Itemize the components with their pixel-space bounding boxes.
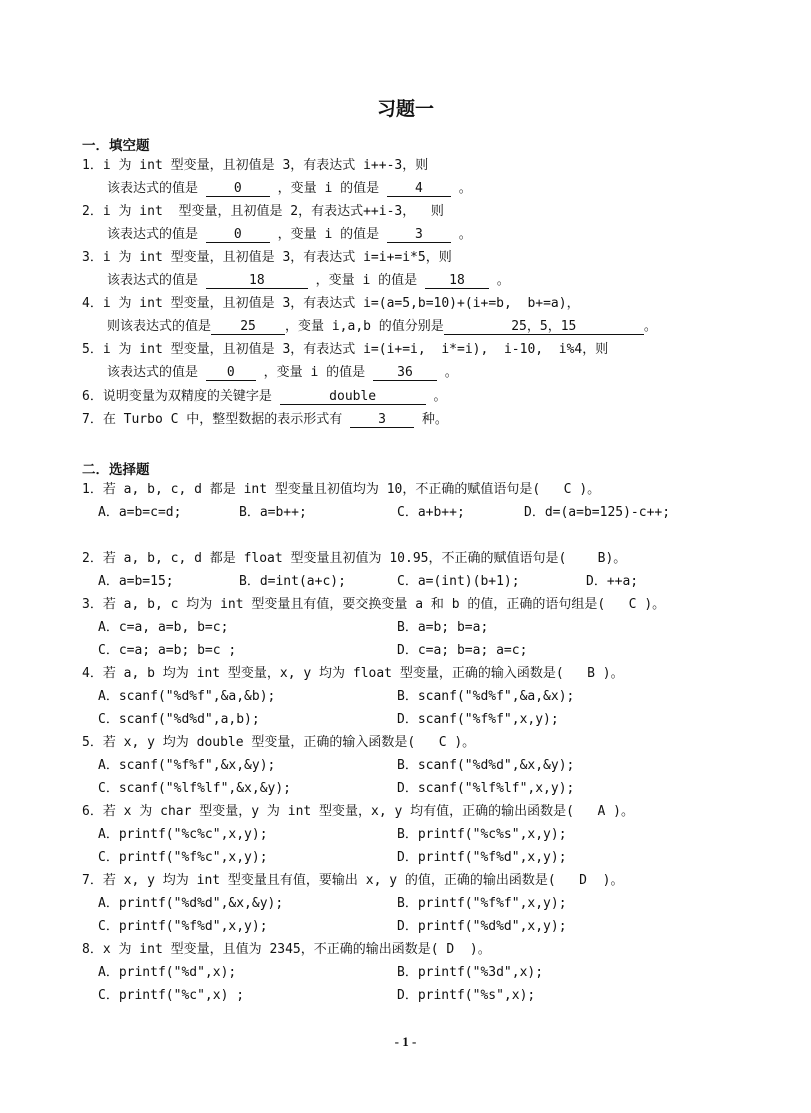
page-title: 习题一	[376, 98, 434, 120]
choice-q3-option-d: D．c=a; b=a; a=c;	[397, 643, 528, 658]
choice-q8-stem: 8．x 为 int 型变量，且值为 2345，不正确的输出函数是( D )。	[82, 942, 491, 957]
choice-q6-option-c: C．printf("%f%c",x,y);	[98, 850, 268, 865]
answer-blank: 25	[211, 320, 285, 335]
choice-q6-stem: 6．若 x 为 char 型变量，y 为 int 型变量，x, y 均有值，正确的输出函数是( A )。	[82, 804, 634, 819]
choice-q2-option-b: B．d=int(a+c);	[239, 574, 346, 589]
choice-q7-option-a: A．printf("%d%d",&x,&y);	[98, 896, 284, 911]
fill-q2-stem: 2．i 为 int 型变量，且初值是 2，有表达式++i-3， 则	[82, 204, 444, 219]
fill-q5-stem: 5．i 为 int 型变量，且初值是 3，有表达式 i=(i+=i, i*=i), i-10, i%4，则	[82, 342, 609, 357]
choice-q2-option-d: D．++a;	[586, 574, 639, 589]
answer-blank: 3	[350, 413, 414, 428]
choice-q7-option-c: C．printf("%f%d",x,y);	[98, 919, 268, 934]
answer-blank: 0	[206, 228, 270, 243]
answer-blank: 0	[206, 366, 256, 381]
choice-q1-option-c: C．a+b++;	[397, 505, 465, 520]
choice-q3-stem: 3．若 a, b, c 均为 int 型变量且有值，要交换变量 a 和 b 的值，正确的语句组是( C )。	[82, 597, 666, 612]
choice-q6-option-a: A．printf("%c%c",x,y);	[98, 827, 268, 842]
answer-blank: 18	[425, 274, 489, 289]
choice-q8-option-c: C．printf("%c",x) ;	[98, 988, 245, 1003]
choice-q1-option-d: D．d=(a=b=125)-c++;	[524, 505, 671, 520]
choice-q4-stem: 4．若 a, b 均为 int 型变量，x, y 均为 float 型变量，正确的输入函数是( B )。	[82, 666, 624, 681]
choice-q1-stem: 1．若 a, b, c, d 都是 int 型变量且初值均为 10，不正确的赋值语句是( C )。	[82, 482, 601, 497]
choice-q1-option-a: A．a=b=c=d;	[98, 505, 182, 520]
choice-q5-stem: 5．若 x, y 均为 double 型变量，正确的输入函数是( C )。	[82, 735, 476, 750]
choice-q6-option-b: B．printf("%c%s",x,y);	[397, 827, 567, 842]
fill-q1-answer-line: 该表达式的值是 0 ，变量 i 的值是 4 。	[107, 181, 472, 196]
choice-q7-option-d: D．printf("%d%d",x,y);	[397, 919, 567, 934]
choice-q2-option-c: C．a=(int)(b+1);	[397, 574, 520, 589]
fill-q5-answer-line: 该表达式的值是 0 ，变量 i 的值是 36 。	[107, 365, 458, 380]
choice-q1-option-b: B．a=b++;	[239, 505, 307, 520]
choice-q4-option-a: A．scanf("%d%f",&a,&b);	[98, 689, 276, 704]
choice-q8-option-a: A．printf("%d",x);	[98, 965, 237, 980]
choice-q8-option-d: D．printf("%s",x);	[397, 988, 536, 1003]
choice-q5-option-d: D．scanf("%lf%lf",x,y);	[397, 781, 575, 796]
choice-q7-option-b: B．printf("%f%f",x,y);	[397, 896, 567, 911]
choice-q7-stem: 7．若 x, y 均为 int 型变量且有值，要输出 x, y 的值，正确的输出函数是( D )。	[82, 873, 624, 888]
answer-blank: 18	[206, 274, 308, 289]
choice-q5-option-b: B．scanf("%d%d",&x,&y);	[397, 758, 575, 773]
answer-blank: 3	[387, 228, 451, 243]
answer-blank: 0	[206, 182, 270, 197]
answer-blank: 4	[387, 182, 451, 197]
fill-q7: 7．在 Turbo C 中，整型数据的表示形式有 3 种。	[82, 412, 448, 427]
choice-q8-option-b: B．printf("%3d",x);	[397, 965, 544, 980]
fill-q1-stem: 1．i 为 int 型变量，且初值是 3，有表达式 i++-3，则	[82, 158, 429, 173]
fill-q3-stem: 3．i 为 int 型变量，且初值是 3，有表达式 i=i+=i*5，则	[82, 250, 452, 265]
fill-q2-answer-line: 该表达式的值是 0 ，变量 i 的值是 3 。	[107, 227, 472, 242]
section-heading-multiple-choice: 二．选择题	[82, 462, 150, 478]
fill-q6: 6．说明变量为双精度的关键字是 double 。	[82, 389, 447, 404]
fill-q4-answer-line: 则该表达式的值是 25 ，变量 i,a,b 的值分别是 25，5，15 。	[107, 319, 657, 334]
choice-q3-option-b: B．a=b; b=a;	[397, 620, 489, 635]
choice-q4-option-c: C．scanf("%d%d",a,b);	[98, 712, 260, 727]
choice-q4-option-b: B．scanf("%d%f",&a,&x);	[397, 689, 575, 704]
choice-q4-option-d: D．scanf("%f%f",x,y);	[397, 712, 559, 727]
section-heading-fill-in: 一．填空题	[82, 138, 150, 154]
choice-q6-option-d: D．printf("%f%d",x,y);	[397, 850, 567, 865]
choice-q2-option-a: A．a=b=15;	[98, 574, 174, 589]
choice-q2-stem: 2．若 a, b, c, d 都是 float 型变量且初值为 10.95，不正确的赋值语句是( B)。	[82, 551, 627, 566]
page-number: - 1 -	[394, 1034, 417, 1049]
choice-q3-option-a: A．c=a, a=b, b=c;	[98, 620, 229, 635]
answer-blank: double	[280, 390, 426, 405]
answer-blank: 25，5，15	[444, 320, 644, 335]
choice-q5-option-c: C．scanf("%lf%lf",&x,&y);	[98, 781, 292, 796]
choice-q3-option-c: C．c=a; a=b; b=c ;	[98, 643, 237, 658]
answer-blank: 36	[373, 366, 437, 381]
fill-q4-stem: 4．i 为 int 型变量，且初值是 3，有表达式 i=(a=5,b=10)+(i+=b, b+=a)，	[82, 296, 580, 311]
choice-q5-option-a: A．scanf("%f%f",&x,&y);	[98, 758, 276, 773]
fill-q3-answer-line: 该表达式的值是 18 ，变量 i 的值是 18 。	[107, 273, 510, 288]
